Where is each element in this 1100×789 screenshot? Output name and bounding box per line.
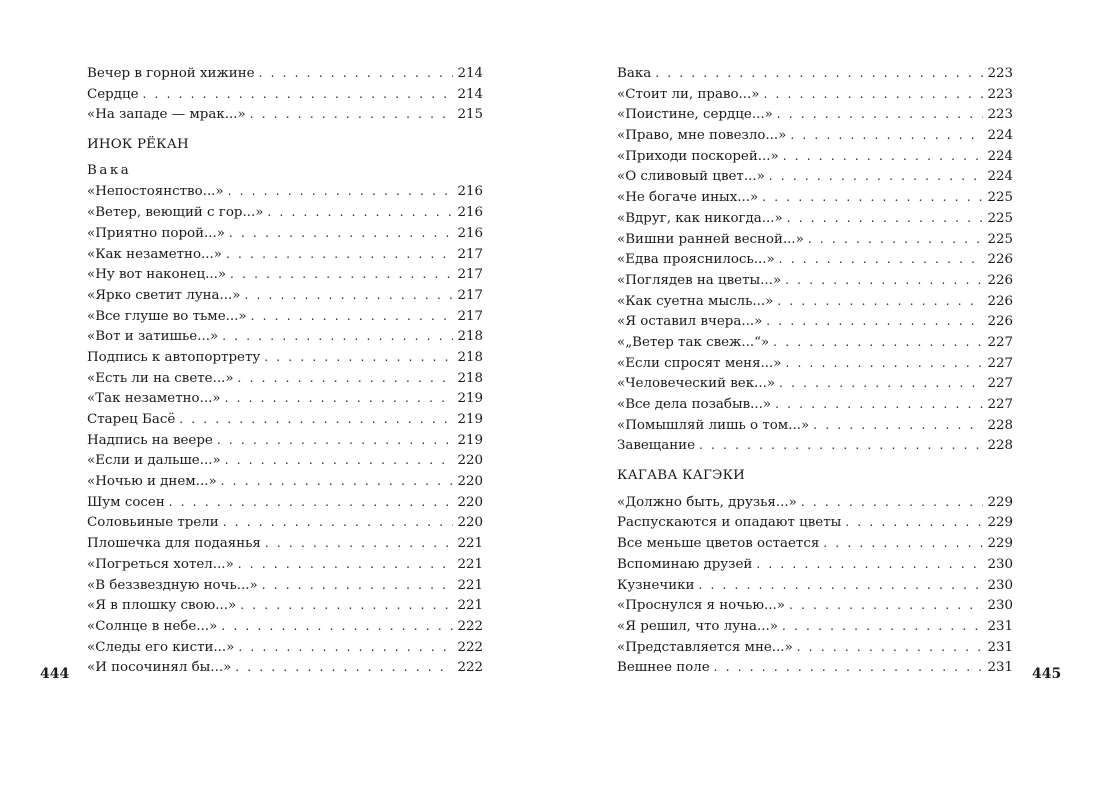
dot-leader (221, 616, 453, 637)
toc-entry-page: 218 (457, 370, 483, 386)
toc-entry-page: 224 (987, 128, 1013, 144)
toc-entry-page: 217 (457, 308, 483, 324)
toc-entry-title: «Погреться хотел...» (87, 556, 234, 572)
toc-entry-page: 218 (457, 329, 483, 345)
toc-entry-page: 228 (987, 438, 1013, 454)
toc-entry (617, 291, 1013, 312)
toc-entry-title: «Я в плошку свою...» (87, 598, 237, 614)
dot-leader (250, 104, 454, 125)
toc-entry-page: 219 (457, 412, 483, 427)
toc-entry-page: 226 (987, 272, 1013, 288)
toc-entry (87, 223, 483, 244)
dot-leader (775, 394, 983, 415)
toc-entry (87, 512, 483, 533)
dot-leader (773, 332, 983, 353)
dot-leader (764, 84, 984, 105)
dot-leader (813, 415, 983, 436)
dot-leader (262, 575, 454, 596)
toc-entry-title: «Следы его кисти...» (87, 639, 235, 655)
toc-entry-page: 220 (457, 515, 483, 531)
toc-entry-page: 227 (987, 355, 1013, 371)
toc-entry-page: 216 (457, 225, 483, 241)
dot-leader (797, 637, 984, 658)
dot-leader (699, 435, 983, 456)
toc-entry-page: 216 (457, 205, 483, 221)
toc-entry-title: «Непостоянство...» (87, 184, 224, 200)
toc-entry-page: 229 (987, 515, 1013, 531)
toc-entry-page: 229 (987, 494, 1013, 510)
toc-entry-page: 228 (987, 417, 1013, 433)
toc-entry (617, 311, 1013, 332)
toc-entry-page: 231 (987, 618, 1013, 634)
dot-leader (777, 291, 983, 312)
toc-entry-title: Вешнее поле (617, 660, 710, 676)
toc-entry (617, 63, 1013, 84)
dot-leader (251, 306, 454, 327)
dot-leader (785, 270, 983, 291)
toc-entry-page: 226 (987, 293, 1013, 309)
toc-entry-page: 230 (987, 556, 1013, 572)
toc-entry-title: «Ну вот наконец...» (87, 267, 227, 283)
toc-entry-page: 231 (987, 639, 1013, 655)
toc-entry (617, 415, 1013, 436)
dot-leader (221, 471, 454, 492)
toc-entry-title: «Должно быть, друзья...» (617, 494, 797, 510)
dot-leader (225, 388, 454, 409)
toc-entry-page: 223 (987, 66, 1013, 81)
toc-entry (87, 575, 483, 596)
toc-entry-title: Надпись на веере (87, 432, 213, 448)
toc-entry-title: «Вишни ранней весной...» (617, 231, 804, 247)
toc-entry (87, 347, 483, 368)
dot-leader (801, 492, 984, 513)
toc-entry-title: «Все дела позабыв...» (617, 397, 772, 412)
dot-leader (238, 554, 454, 575)
toc-entry-page: 227 (987, 397, 1013, 412)
dot-leader (222, 326, 453, 347)
dot-leader (787, 208, 984, 229)
dot-leader (169, 492, 454, 513)
toc-entry-page: 227 (987, 376, 1013, 392)
dot-leader (762, 187, 983, 208)
dot-leader (845, 512, 983, 533)
section-genre-heading: Вака (87, 162, 132, 178)
left-entries (87, 181, 483, 678)
toc-entry-page: 220 (457, 474, 483, 490)
toc-entry (87, 306, 483, 327)
toc-entry (617, 512, 1013, 533)
toc-entry-title: «Поистине, сердце...» (617, 107, 773, 123)
left-top-entries (87, 63, 483, 125)
toc-entry (87, 181, 483, 202)
left-page-toc (87, 63, 483, 678)
toc-entry-page: 222 (457, 639, 483, 655)
toc-entry (617, 84, 1013, 105)
dot-leader (235, 657, 453, 678)
toc-entry-page: 229 (987, 536, 1013, 552)
toc-entry-page: 219 (457, 391, 483, 407)
toc-entry-title: Шум сосен (87, 494, 165, 510)
toc-entry-title: «Ночью и днем...» (87, 474, 217, 490)
toc-entry-title: Плошечка для подаянья (87, 536, 261, 552)
toc-entry (617, 492, 1013, 513)
toc-entry (617, 533, 1013, 554)
toc-entry-title: «Помышляй лишь о том...» (617, 417, 810, 433)
toc-entry (87, 84, 483, 105)
dot-leader (217, 430, 454, 451)
toc-entry (87, 202, 483, 223)
dot-leader (267, 202, 453, 223)
toc-entry-title: «Я оставил вчера...» (617, 314, 763, 330)
toc-entry-page: 221 (457, 577, 483, 593)
toc-entry-title: «И посочинял бы...» (87, 660, 232, 676)
dot-leader (790, 125, 983, 146)
dot-leader (789, 595, 983, 616)
toc-entry-title: «Едва прояснилось...» (617, 252, 775, 268)
toc-entry (87, 388, 483, 409)
toc-entry (617, 104, 1013, 125)
toc-entry-title: «Ярко светит луна...» (87, 287, 241, 303)
right-top-entries (617, 63, 1013, 456)
toc-entry (87, 409, 483, 430)
dot-leader (779, 249, 984, 270)
toc-entry-title: «Приятно порой...» (87, 225, 225, 241)
toc-entry (87, 554, 483, 575)
dot-leader (786, 353, 984, 374)
dot-leader (698, 575, 983, 596)
toc-entry-page: 215 (457, 107, 483, 123)
toc-entry (617, 270, 1013, 291)
toc-entry (617, 373, 1013, 394)
toc-entry (617, 229, 1013, 250)
toc-entry (617, 249, 1013, 270)
toc-entry-page: 224 (987, 169, 1013, 185)
toc-entry (87, 450, 483, 471)
dot-leader (226, 244, 453, 265)
toc-entry-title: «Представляется мне...» (617, 639, 793, 655)
toc-entry-title: «Человеческий век...» (617, 376, 776, 392)
toc-entry-title: «Так незаметно...» (87, 391, 221, 407)
dot-leader (228, 181, 454, 202)
toc-entry-page: 217 (457, 246, 483, 262)
dot-leader (230, 264, 453, 285)
toc-entry (617, 208, 1013, 229)
toc-entry (87, 63, 483, 84)
toc-entry-page: 222 (457, 618, 483, 634)
toc-entry (87, 637, 483, 658)
toc-entry-page: 219 (457, 432, 483, 448)
toc-entry-title: «Если спросят меня...» (617, 355, 782, 371)
dot-leader (756, 554, 983, 575)
toc-entry-title: «Как незаметно...» (87, 246, 222, 262)
toc-entry (87, 657, 483, 678)
dot-leader (714, 657, 984, 678)
toc-entry-title: Завещание (617, 438, 695, 454)
toc-entry (617, 332, 1013, 353)
right-entries (617, 492, 1013, 678)
toc-entry (617, 616, 1013, 637)
toc-entry-title: «Я решил, что луна...» (617, 618, 778, 634)
toc-entry-page: 216 (457, 184, 483, 200)
toc-entry-title: «Право, мне повезло...» (617, 128, 787, 144)
toc-entry-title: «Как суетна мысль...» (617, 293, 774, 309)
dot-leader (223, 512, 454, 533)
toc-entry-title: Старец Басё (87, 412, 176, 427)
toc-entry-page: 227 (987, 334, 1013, 350)
toc-entry-title: Вака (617, 66, 652, 81)
dot-leader (244, 285, 453, 306)
toc-entry-title: «Вот и затишье...» (87, 329, 219, 345)
toc-entry (617, 125, 1013, 146)
toc-entry-page: 217 (457, 287, 483, 303)
toc-entry-title: «О сливовый цвет...» (617, 169, 765, 185)
toc-entry-title: Соловьиные трели (87, 515, 219, 531)
dot-leader (782, 616, 983, 637)
toc-entry-page: 224 (987, 148, 1013, 164)
dot-leader (238, 637, 453, 658)
toc-entry-page: 214 (457, 66, 483, 81)
toc-entry-title: «Ветер, веющий с гор...» (87, 205, 264, 221)
toc-entry (87, 244, 483, 265)
dot-leader (229, 223, 453, 244)
toc-entry-title: Вспоминаю друзей (617, 556, 753, 572)
dot-leader (779, 373, 983, 394)
toc-entry-page: 225 (987, 190, 1013, 206)
toc-entry-title: Подпись к автопортрету (87, 349, 261, 365)
toc-entry-page: 220 (457, 494, 483, 510)
toc-entry (87, 368, 483, 389)
toc-entry-title: «Солнце в небе...» (87, 618, 218, 634)
toc-entry-title: «Все глуше во тьме...» (87, 308, 247, 324)
toc-entry-page: 221 (457, 556, 483, 572)
toc-entry-title: «В беззвездную ночь...» (87, 577, 258, 593)
toc-entry (87, 595, 483, 616)
toc-entry-page: 231 (987, 660, 1013, 676)
toc-entry (617, 637, 1013, 658)
toc-entry-page: 225 (987, 231, 1013, 247)
toc-entry (617, 166, 1013, 187)
toc-entry (617, 146, 1013, 167)
toc-entry-page: 217 (457, 267, 483, 283)
toc-entry-title: «Поглядев на цветы...» (617, 272, 782, 288)
toc-entry (87, 285, 483, 306)
toc-entry-page: 214 (457, 86, 483, 102)
toc-entry (617, 554, 1013, 575)
toc-entry (87, 326, 483, 347)
toc-entry-title: «Стоит ли, право...» (617, 86, 760, 102)
toc-entry (617, 394, 1013, 415)
toc-entry (87, 533, 483, 554)
toc-entry-title: «„Ветер так свеж...“» (617, 334, 770, 350)
toc-entry (87, 104, 483, 125)
dot-leader (259, 63, 454, 84)
page-number-right: 445 (1032, 666, 1062, 682)
section-author-heading: КАГАВА КАГЭКИ (617, 468, 746, 484)
toc-entry-page: 220 (457, 453, 483, 469)
dot-leader (143, 84, 454, 105)
toc-entry (87, 492, 483, 513)
toc-entry (617, 575, 1013, 596)
dot-leader (766, 311, 983, 332)
dot-leader (769, 166, 984, 187)
dot-leader (777, 104, 984, 125)
toc-entry-title: «Вдруг, как никогда...» (617, 210, 783, 226)
toc-entry (87, 430, 483, 451)
toc-entry-title: Сердце (87, 86, 139, 102)
toc-entry (617, 595, 1013, 616)
right-page-toc (617, 63, 1013, 678)
toc-entry (617, 435, 1013, 456)
toc-entry (87, 471, 483, 492)
toc-entry-title: Вечер в горной хижине (87, 66, 255, 81)
toc-entry-page: 226 (987, 314, 1013, 330)
dot-leader (783, 146, 984, 167)
toc-entry-page: 223 (987, 107, 1013, 123)
toc-entry-page: 221 (457, 536, 483, 552)
toc-entry-title: «На западе — мрак...» (87, 107, 246, 123)
dot-leader (240, 595, 453, 616)
toc-entry-page: 226 (987, 252, 1013, 268)
toc-entry-page: 225 (987, 210, 1013, 226)
toc-entry-title: «Проснулся я ночью...» (617, 598, 785, 614)
page-number-left: 444 (40, 666, 70, 682)
toc-entry-page: 223 (987, 86, 1013, 102)
toc-entry-title: «Не богаче иных...» (617, 190, 759, 206)
dot-leader (823, 533, 983, 554)
dot-leader (264, 347, 453, 368)
toc-entry (617, 353, 1013, 374)
toc-entry-page: 218 (457, 349, 483, 365)
toc-entry-page: 221 (457, 598, 483, 614)
toc-entry-title: «Приходи поскорей...» (617, 148, 779, 164)
toc-entry-title: «Есть ли на свете...» (87, 370, 234, 386)
toc-entry-title: «Если и дальше...» (87, 453, 221, 469)
dot-leader (265, 533, 454, 554)
toc-entry-title: Кузнечики (617, 577, 695, 593)
section-author-heading: ИНОК РЁКАН (87, 137, 189, 153)
toc-entry (87, 264, 483, 285)
dot-leader (808, 229, 984, 250)
dot-leader (225, 450, 454, 471)
toc-entry-page: 230 (987, 577, 1013, 593)
toc-entry-title: Распускаются и опадают цветы (617, 515, 842, 531)
toc-entry (617, 187, 1013, 208)
dot-leader (238, 368, 454, 389)
toc-entry (87, 616, 483, 637)
dot-leader (179, 409, 453, 430)
toc-entry-page: 222 (457, 660, 483, 676)
toc-entry (617, 657, 1013, 678)
toc-entry-title: Все меньше цветов остается (617, 536, 820, 552)
dot-leader (655, 63, 983, 84)
toc-entry-page: 230 (987, 598, 1013, 614)
